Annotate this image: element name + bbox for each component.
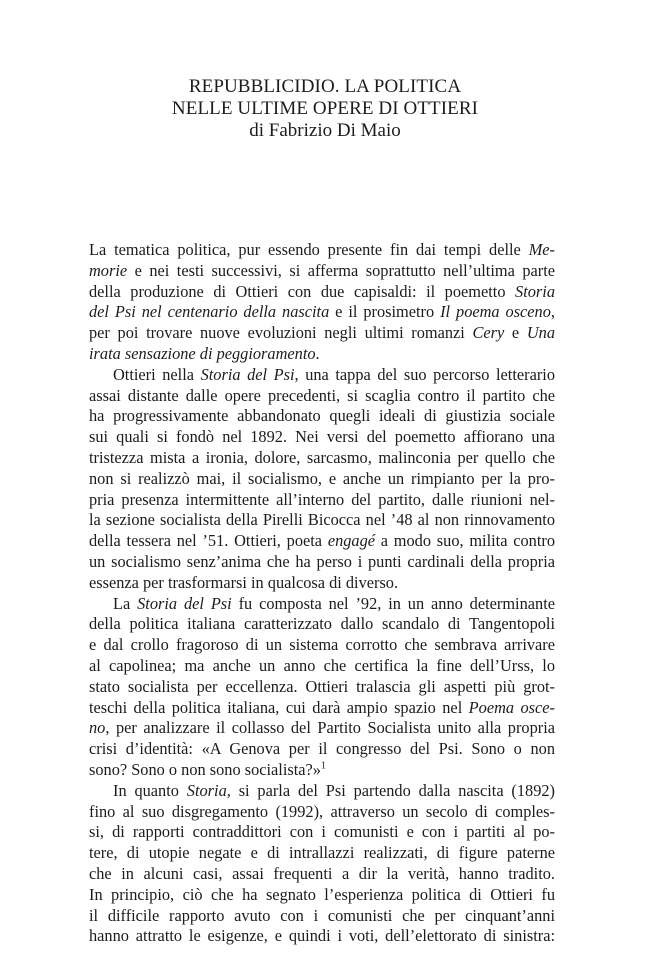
chapter-title-line-1: REPUBBLICIDIO. LA POLITICA [188, 76, 462, 97]
text-span: tristezza mista a ironia, dolore, sarcasmo, malinconia per quello che [89, 447, 555, 467]
text-line [89, 843, 555, 864]
text-line [89, 386, 555, 407]
italic-span: Storia del Psi [137, 593, 232, 613]
text-line [89, 344, 555, 365]
text-line [89, 302, 555, 323]
italic-span: Il poema osceno [440, 302, 551, 322]
text-span: il difficile rapporto avuto con i comunisti che per cinquant’anni [89, 905, 555, 925]
text-span: sui quali si fondò nel 1892. Nei versi del poemetto affiorano una [89, 427, 555, 447]
text-line [89, 469, 555, 490]
text-span: la sezione socialista della Pirelli Bicocca nel ’48 al non rinnovamento [89, 510, 555, 530]
text-span: ha progressivamente abbandonato quegli ideali di giustizia sociale [89, 406, 555, 426]
text-span: , per analizzare il collasso del Partito Socialista unito alla propria [105, 718, 555, 738]
text-line [89, 531, 555, 552]
text-line [89, 656, 555, 677]
text-line [89, 760, 555, 781]
text-span: tere, di utopie negate e di intrallazzi realizzati, di figure paterne [89, 843, 555, 863]
italic-span: Me- [528, 240, 555, 259]
text-line [89, 864, 555, 885]
text-line [89, 406, 555, 427]
text-span: al capolinea; ma anche un anno che certifica la fine dell’Urss, lo [89, 655, 555, 675]
text-line [89, 906, 555, 927]
text-span: che in alcuni casi, assai frequenti a dir la verità, hanno tradito. [89, 863, 555, 883]
text-line [89, 822, 555, 843]
text-span: In quanto [113, 780, 187, 800]
chapter-title-line-2: NELLE ULTIME OPERE DI OTTIERI [171, 98, 479, 119]
text-span: . [315, 343, 320, 363]
chapter-author: di Fabrizio Di Maio [249, 120, 401, 141]
text-span: e nei testi successivi, si afferma soprattutto nell’ultima parte [127, 260, 555, 280]
italic-span: Una [526, 323, 555, 343]
text-span: della politica italiana caratterizzato dallo scandalo di Tangentopoli [89, 614, 555, 634]
text-span: e [504, 323, 527, 343]
text-span: della tessera nel ’51. Ottieri, poeta [89, 531, 328, 551]
text-line [89, 614, 555, 635]
text-line [89, 490, 555, 511]
text-line [89, 427, 555, 448]
italic-span: Poema osce- [468, 697, 555, 717]
text-line [89, 718, 555, 739]
italic-span: morie [89, 260, 128, 280]
text-span: In principio, ciò che ha segnato l’esperienza politica di Ottieri fu [89, 884, 555, 904]
text-line [89, 698, 555, 719]
text-line [89, 240, 555, 261]
text-span: fino al suo disgregamento (1992), attraverso un secolo di comples- [89, 801, 555, 821]
text-span: della produzione di Ottieri con due capisaldi: il poemetto [89, 281, 516, 301]
body-text [89, 240, 555, 947]
footnote-marker: 1 [320, 760, 326, 772]
text-span: non si realizzò mai, il socialismo, e anche un rimpianto per la pro- [89, 468, 555, 488]
text-span: hanno attratto le esigenze, e quindi i voti, dell’elettorato di sinistra: [89, 926, 555, 946]
text-line [89, 552, 555, 573]
italic-span: Cery [472, 323, 505, 343]
text-span: fu composta nel ’92, in un anno determinante [231, 593, 555, 613]
text-line [89, 885, 555, 906]
chapter-heading [0, 76, 650, 142]
text-span: per poi trovare nuove evoluzioni negli ultimi romanzi [89, 323, 473, 343]
text-span: crisi d’identità: «A Genova per il congresso del Psi. Sono o non [89, 739, 555, 759]
text-span: essenza per trasformarsi in qualcosa di diverso. [89, 572, 399, 592]
text-span: La [113, 593, 138, 613]
text-line [89, 781, 555, 802]
text-span: sono? Sono o non sono socialista?» [89, 759, 321, 779]
text-span: assai distante dalle opere precedenti, si scaglia contro il partito che [89, 385, 555, 405]
italic-span: del Psi nel centenario della nascita [89, 302, 330, 322]
text-span: Ottieri nella [113, 364, 201, 384]
text-line [89, 926, 555, 947]
text-span: teschi della politica italiana, cui darà ampio spazio nel [89, 697, 469, 717]
text-line [89, 261, 555, 282]
text-span: e il prosimetro [329, 302, 441, 322]
text-line [89, 282, 555, 303]
italic-span: Storia [515, 281, 555, 301]
italic-span: no [89, 718, 106, 738]
text-span: e dal crollo fragoroso di un sistema corrotto che sembrava arrivare [89, 635, 555, 655]
text-span: stato socialista per eccellenza. Ottieri tralascia gli aspetti più grot- [89, 676, 555, 696]
text-span: , una tappa del suo percorso letterario [294, 364, 555, 384]
text-line [89, 635, 555, 656]
text-line [89, 739, 555, 760]
text-line [89, 448, 555, 469]
text-span: , [550, 302, 555, 322]
text-line [89, 594, 555, 615]
text-span: , si parla del Psi partendo dalla nascita (1892) [226, 780, 556, 800]
text-line [89, 510, 555, 531]
text-line [89, 365, 555, 386]
text-span: si, di rapporti contraddittori con i comunisti e con i partiti al po- [89, 822, 555, 842]
italic-span: engagé [327, 531, 376, 551]
text-line [89, 677, 555, 698]
text-line [89, 323, 555, 344]
text-span: a modo suo, milita contro [375, 531, 555, 551]
text-span: pria presenza intermittente all’interno del partito, dalle riunioni nel- [89, 489, 555, 509]
italic-span: irata sensazione di peggioramento [89, 343, 316, 363]
text-line [89, 802, 555, 823]
text-line [89, 573, 555, 594]
text-span: La tematica politica, pur essendo presente fin dai tempi delle [89, 240, 529, 259]
text-span: un socialismo senz’anima che ha perso i punti cardinali della propria [89, 551, 555, 571]
italic-span: Storia del Psi [200, 364, 295, 384]
italic-span: Storia [186, 780, 227, 800]
